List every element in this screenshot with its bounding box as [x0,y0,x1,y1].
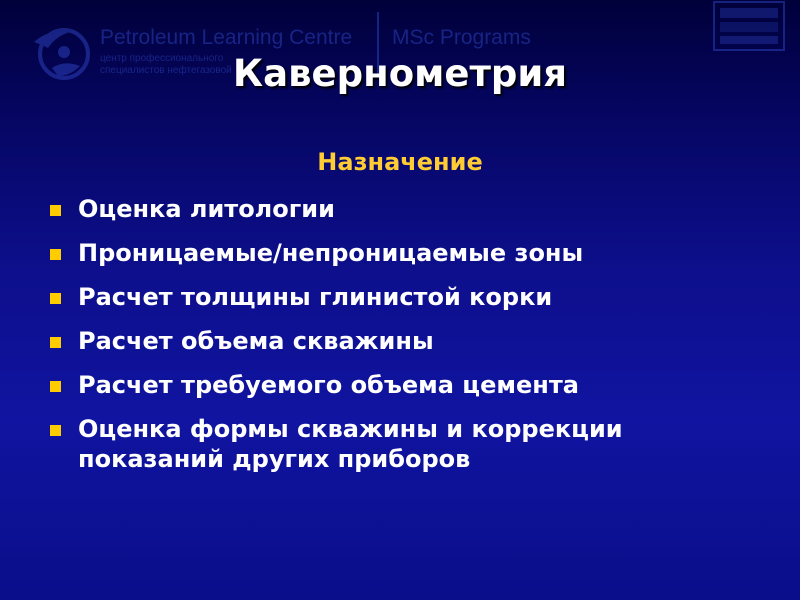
university-badge-icon [712,0,786,52]
bullet-item [44,370,764,400]
bullet-item [44,414,764,474]
bullet-list [44,194,764,488]
bullet-item [44,194,764,224]
bullet-item [44,326,764,356]
bullet-item [44,282,764,312]
watermark-org-subtitle-1: центр профессионального [100,53,224,64]
slide-subtitle: Назначение [317,148,483,176]
bullet-text: Проницаемые/непроницаемые зоны [78,239,584,267]
watermark-org-name: Petroleum Learning Centre [100,26,353,49]
slide-title: Кавернометрия [232,52,568,95]
bullet-item [44,238,764,268]
square-bullet-icon [50,425,61,436]
watermark-org-subtitle-2: специалистов нефтегазовой [100,65,232,76]
bullet-text: Расчет объема скважины [78,327,434,355]
bullet-text: Оценка формы скважины и коррекции показаний других приборов [78,415,623,473]
bullet-text: Расчет требуемого объема цемента [78,371,579,399]
square-bullet-icon [50,205,61,216]
watermark-program: MSc Programs [392,26,531,49]
square-bullet-icon [50,337,61,348]
square-bullet-icon [50,249,61,260]
square-bullet-icon [50,381,61,392]
bullet-text: Оценка литологии [78,195,335,223]
square-bullet-icon [50,293,61,304]
bullet-text: Расчет толщины глинистой корки [78,283,553,311]
